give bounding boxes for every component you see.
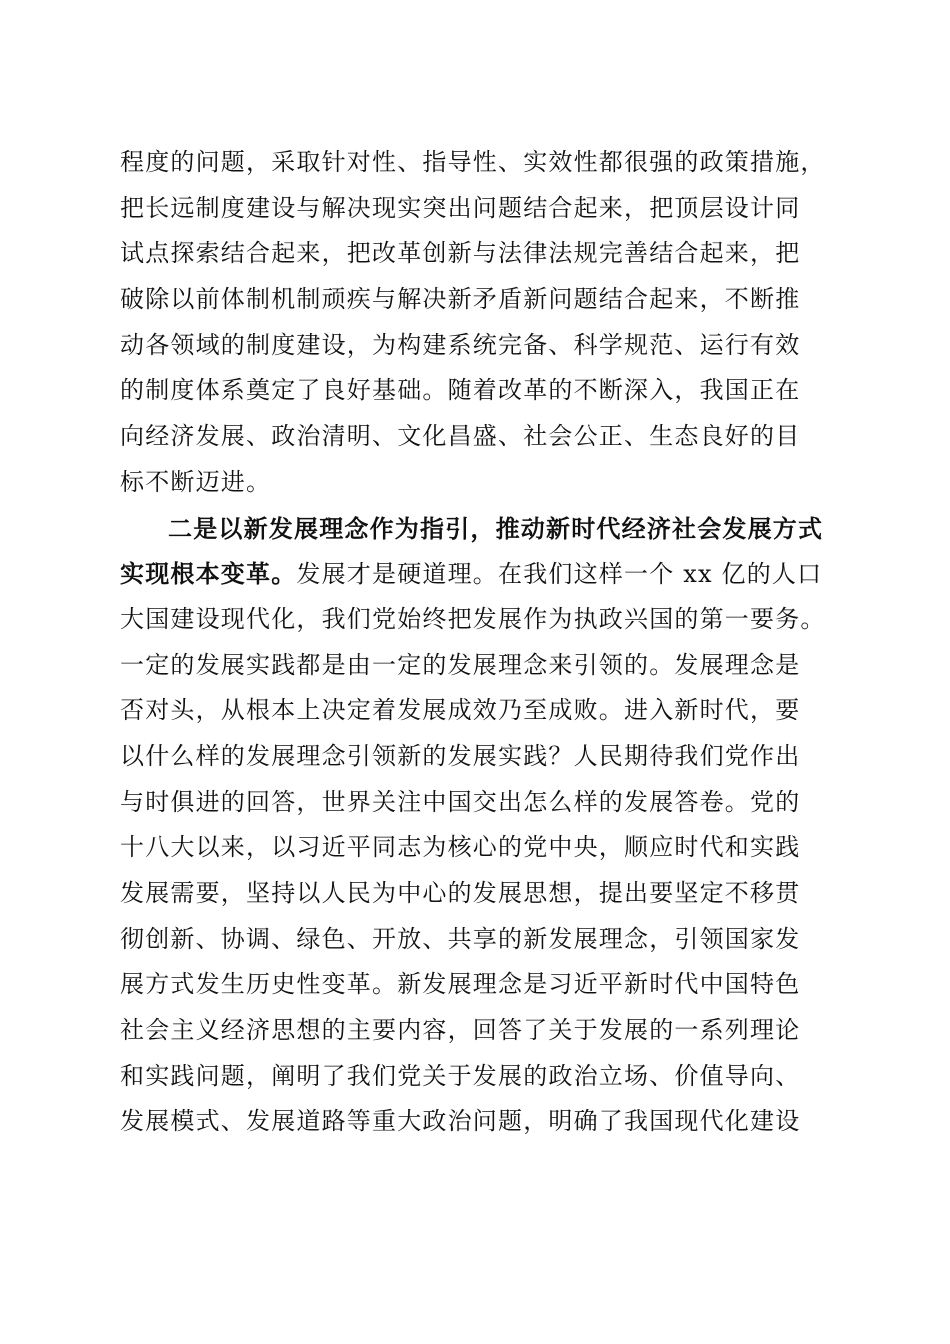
text-line: 向经济发展、政治清明、文化昌盛、社会公正、生态良好的目 [120, 422, 801, 451]
text-line [120, 551, 840, 597]
text-line: 一定的发展实践都是由一定的发展理念来引领的。发展理念是 [120, 650, 801, 679]
text-line: 十八大以来，以习近平同志为核心的党中央，顺应时代和实践 [120, 833, 801, 862]
text-line: 动各领域的制度建设，为构建系统完备、科学规范、运行有效 [120, 330, 801, 359]
section-heading: 二是以新发展理念作为指引，推动新时代经济社会发展方式 [168, 513, 824, 543]
section-heading-continued: 实现根本变革。 [120, 559, 297, 589]
text-line: 程度的问题，采取针对性、指导性、实效性都很强的政策措施， [120, 148, 826, 176]
text-line: 和实践问题，阐明了我们党关于发展的政治立场、价值导向、 [120, 1061, 801, 1090]
text-line: 以什么样的发展理念引领新的发展实践？人民期待我们党作出 [120, 741, 801, 770]
text-line: 把长远制度建设与解决现实突出问题结合起来，把顶层设计同 [120, 193, 801, 222]
text-line-rest: 发展才是硬道理。在我们这样一个 xx 亿的人口 [296, 560, 823, 589]
text-line: 社会主义经济思想的主要内容，回答了关于发展的一系列理论 [120, 1016, 801, 1045]
text-line: 的制度体系奠定了良好基础。随着改革的不断深入，我国正在 [120, 376, 801, 405]
text-line: 否对头，从根本上决定着发展成效乃至成败。进入新时代，要 [120, 696, 801, 725]
text-line: 展方式发生历史性变革。新发展理念是习近平新时代中国特色 [120, 970, 801, 999]
text-line: 与时俱进的回答，世界关注中国交出怎么样的发展答卷。党的 [120, 787, 801, 816]
paragraph-1 [120, 140, 840, 506]
text-line: 试点探索结合起来，把改革创新与法律法规完善结合起来，把 [120, 239, 801, 268]
text-line: 发展需要，坚持以人民为中心的发展思想，提出要坚定不移贯 [120, 879, 801, 907]
body-text [120, 140, 840, 1145]
paragraph-2 [120, 506, 840, 1146]
text-line: 发展模式、发展道路等重大政治问题，明确了我国现代化建设 [120, 1107, 801, 1136]
text-line: 彻创新、协调、绿色、开放、共享的新发展理念，引领国家发 [120, 924, 801, 953]
text-line: 标不断迈进。 [120, 467, 272, 496]
text-line: 大国建设现代化，我们党始终把发展作为执政兴国的第一要务。 [120, 604, 826, 633]
text-line: 破除以前体制机制顽疾与解决新矛盾新问题结合起来，不断推 [120, 285, 801, 314]
